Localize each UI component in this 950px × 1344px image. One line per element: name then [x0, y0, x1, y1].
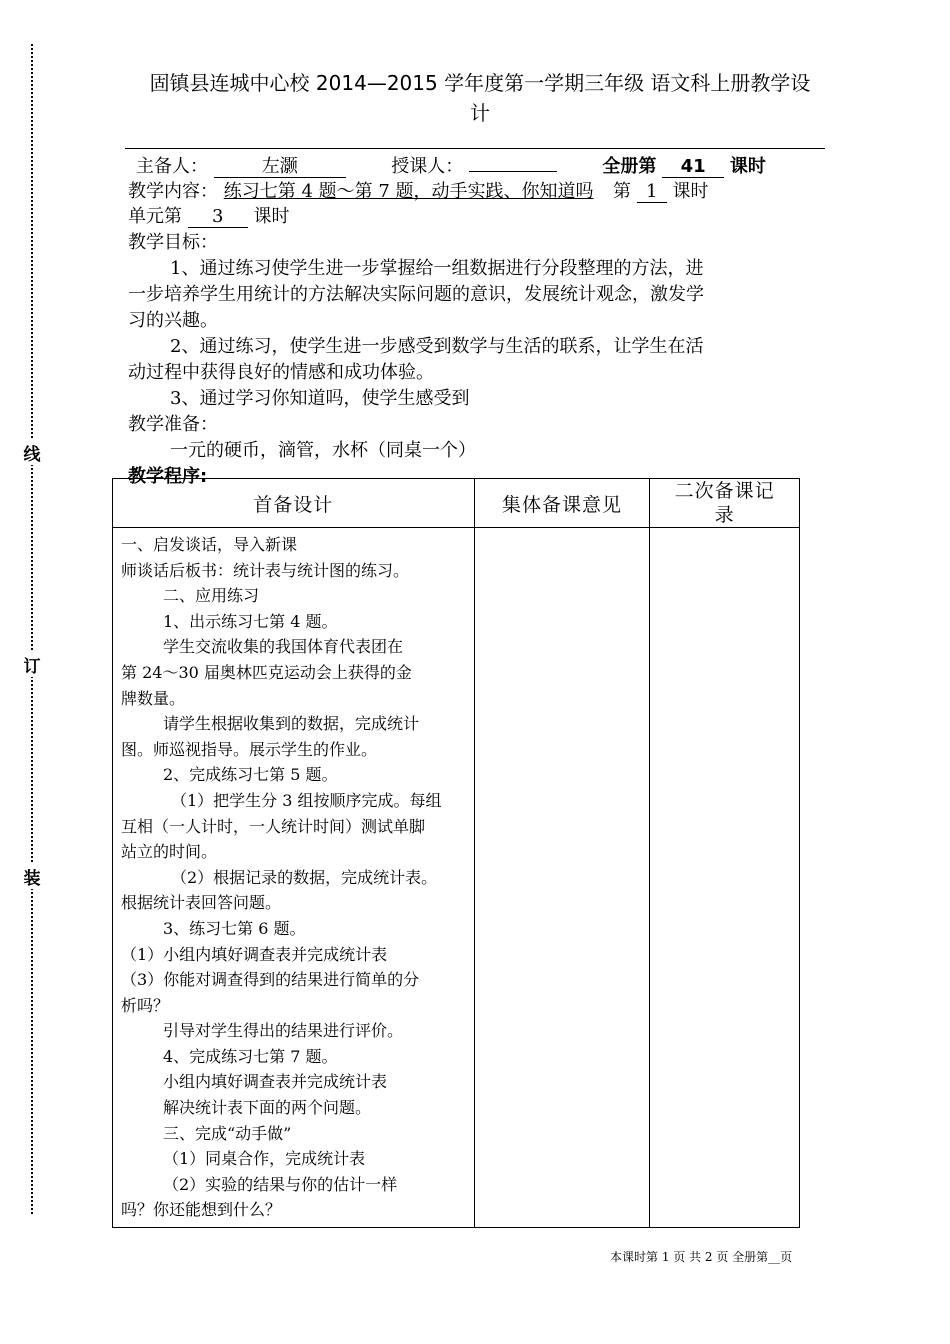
- table-line: 请学生根据收集到的数据，完成统计: [163, 714, 420, 734]
- table-line: 图。师巡视指导。展示学生的作业。: [121, 739, 378, 759]
- document-title: [120, 68, 840, 128]
- unit-value: 3: [188, 207, 248, 228]
- header-first-design: 首备设计: [113, 479, 475, 528]
- teacher-label: 授课人：: [391, 156, 464, 177]
- binding-line: [31, 44, 33, 1214]
- objectives-label: 教学目标：: [128, 232, 218, 253]
- lesson-prefix: 第: [613, 181, 631, 202]
- unit-suffix: 课时: [253, 206, 290, 227]
- collective-opinion-cell[interactable]: [474, 528, 650, 1228]
- table-line: 解决统计表下面的两个问题。: [163, 1098, 372, 1118]
- table-line: （3）你能对调查得到的结果进行简单的分: [121, 970, 420, 990]
- table-line: （1）小组内填好调查表并完成统计表: [121, 944, 388, 964]
- table-line: （1）把学生分 3 组按顺序完成。每组: [171, 790, 442, 810]
- objective-text: 3、通过学习你知道吗，使学生感受到: [170, 388, 470, 409]
- unit-prefix: 单元第: [128, 206, 182, 227]
- preparation-line: [128, 438, 826, 464]
- page-footer: 本课时第 1 页 共 2 页 全册第__页: [610, 1250, 793, 1264]
- table-line: 二、应用练习: [163, 586, 260, 606]
- table-line: 师谈话后板书：统计表与统计图的练习。: [121, 560, 410, 580]
- objective-line: 一步培养学生用统计的方法解决实际问题的意识，发展统计观念，激发学: [128, 284, 704, 305]
- title-line-2: 计: [470, 101, 490, 125]
- procedure-label: 教学程序:: [128, 466, 208, 487]
- table-line: 吗？你还能想到什么？: [121, 1200, 282, 1220]
- objective-text: 2、通过练习，使学生进一步感受到数学与生活的联系，让学生在活: [170, 336, 704, 357]
- lead-label: 主备人：: [136, 156, 208, 177]
- book-value: 41: [662, 157, 724, 178]
- table-header-row: [113, 479, 800, 528]
- objective-line: [128, 256, 826, 282]
- content-value: 练习七第 4 题～第 7 题，动手实践、你知道吗: [223, 181, 594, 202]
- title-line-1: 固镇县连城中心校 2014—2015 学年度第一学期三年级 语文科上册教学设: [149, 71, 811, 95]
- table-line: 4、完成练习七第 7 题。: [163, 1046, 338, 1066]
- table-line: （1）同桌合作，完成统计表: [163, 1149, 366, 1169]
- objectives-section: [128, 230, 826, 490]
- table-line: 站立的时间。: [121, 842, 218, 862]
- content-row: [128, 180, 708, 204]
- table-line: 根据统计表回答问题。: [121, 893, 282, 913]
- unit-row: [128, 205, 289, 229]
- table-line: 引导对学生得出的结果进行评价。: [163, 1021, 404, 1041]
- content-label: 教学内容：: [128, 181, 218, 202]
- header-row: [136, 155, 766, 179]
- lead-value: 左灏: [214, 157, 346, 178]
- objective-line: 动过程中获得良好的情感和成功体验。: [128, 362, 434, 383]
- objective-line: 习的兴趣。: [128, 310, 218, 331]
- table-body-row: [113, 528, 800, 1228]
- header-second-record-l2: 录: [714, 504, 735, 526]
- binding-mark-xian: 线: [22, 440, 42, 465]
- table-line: （2）根据记录的数据，完成统计表。: [171, 867, 438, 887]
- preparation-value: 一元的硬币，滴管，水杯（同桌一个）: [170, 440, 476, 461]
- table-line: 2、完成练习七第 5 题。: [163, 765, 338, 785]
- table-line: 三、完成“动手做”: [163, 1123, 292, 1143]
- objective-text: 1、通过练习使学生进一步掌握给一组数据进行分段整理的方法，进: [170, 258, 704, 279]
- table-line: 析吗？: [121, 995, 170, 1015]
- table-line: 1、出示练习七第 4 题。: [163, 611, 338, 631]
- preparation-label: 教学准备：: [128, 414, 218, 435]
- objective-line: [128, 334, 826, 360]
- table-line: 牌数量。: [121, 688, 186, 708]
- teacher-value: [469, 171, 557, 172]
- procedure-table: [112, 478, 800, 1228]
- binding-mark-zhuang: 装: [22, 864, 42, 889]
- objective-line: [128, 386, 826, 412]
- lesson-value: 1: [637, 182, 667, 203]
- table-line: （2）实验的结果与你的估计一样: [163, 1174, 398, 1194]
- first-design-cell: [113, 528, 475, 1228]
- header-collective-opinion: 集体备课意见: [474, 479, 650, 528]
- binding-mark-ding: 订: [22, 652, 42, 677]
- table-line: 第 24～30 届奥林匹克运动会上获得的金: [121, 662, 412, 682]
- title-rule: [125, 148, 825, 149]
- table-line: 一、启发谈话，导入新课: [121, 535, 298, 554]
- table-line: 小组内填好调查表并完成统计表: [163, 1072, 388, 1092]
- book-label: 全册第: [602, 156, 657, 177]
- table-line: 互相（一人计时，一人统计时间）测试单脚: [121, 816, 426, 836]
- header-second-record: [650, 479, 800, 528]
- book-suffix: 课时: [729, 156, 766, 177]
- second-record-cell[interactable]: [650, 528, 800, 1228]
- table-line: 3、练习七第 6 题。: [163, 918, 306, 938]
- table-line: 学生交流收集的我国体育代表团在: [163, 637, 404, 657]
- header-second-record-l1: 二次备课记: [674, 480, 775, 502]
- lesson-suffix: 课时: [672, 181, 709, 202]
